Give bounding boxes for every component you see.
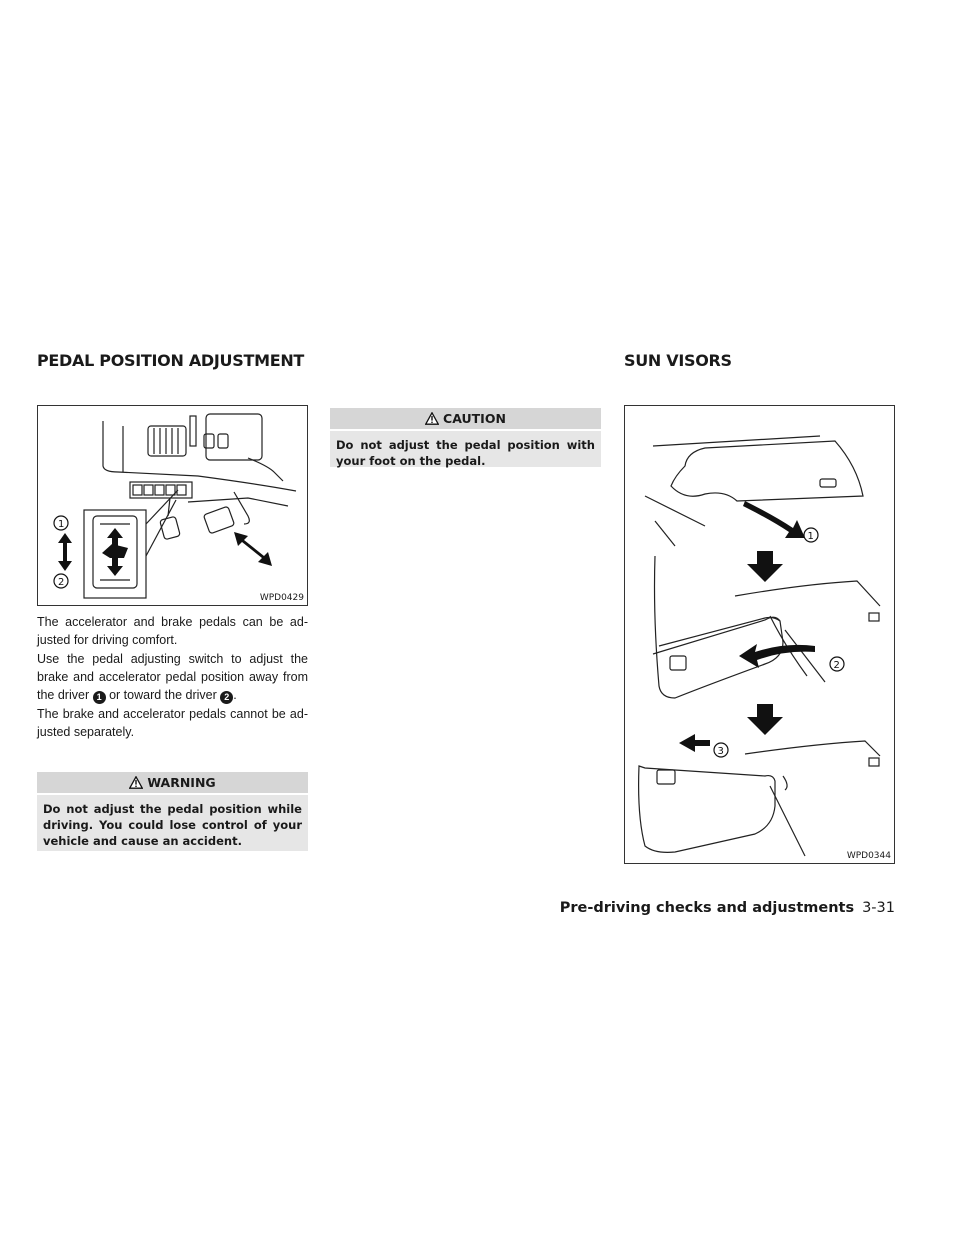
pedal-separate-paragraph: The brake and accelerator pedals cannot be ad-justed separately. <box>37 707 308 739</box>
visor-callout-1: 1 <box>807 531 814 542</box>
pedal-callout-2: 2 <box>58 577 65 588</box>
p2-text-c: . <box>233 688 237 702</box>
caution-label: CAUTION <box>443 411 506 426</box>
pedal-drawing <box>38 406 307 605</box>
visor-callout-2: 2 <box>833 660 840 671</box>
visor-drawing <box>625 406 894 863</box>
caution-triangle-icon <box>425 412 439 425</box>
circled-number-1: 1 <box>93 691 106 704</box>
p2-text-b: or toward the driver <box>109 688 217 702</box>
p2-text-a: Use the pedal adjusting switch to adjust the brake and accelerator pedal position away from the driver <box>37 652 308 702</box>
circled-number-2: 2 <box>220 691 233 704</box>
warning-label: WARNING <box>147 775 216 790</box>
pedal-intro-paragraph: The accelerator and brake pedals can be ad-justed for driving comfort. <box>37 615 308 647</box>
warning-triangle-icon <box>129 776 143 789</box>
footer-chapter-title: Pre-driving checks and adjustments <box>559 900 855 916</box>
warning-header <box>37 772 308 793</box>
page-footer <box>560 900 895 916</box>
visor-figure-code: WPD0344 <box>846 851 891 861</box>
pedal-figure-code: WPD0429 <box>259 593 304 603</box>
pedal-switch-paragraph <box>37 650 308 704</box>
caution-header <box>330 408 601 429</box>
pedal-callout-1: 1 <box>58 519 65 530</box>
warning-text: Do not adjust the pedal position while driving. You could lose control of your vehicle and cause an accident. <box>37 795 308 851</box>
sun-visors-section-title: SUN VISORS <box>624 351 732 370</box>
caution-text: Do not adjust the pedal position with your foot on the pedal. <box>330 431 601 467</box>
footer-page-number: 3-31 <box>862 900 895 916</box>
sun-visor-illustration <box>624 405 895 864</box>
visor-callout-3: 3 <box>717 746 724 757</box>
pedal-section-title: PEDAL POSITION ADJUSTMENT <box>37 351 305 370</box>
pedal-adjust-illustration <box>37 405 308 606</box>
